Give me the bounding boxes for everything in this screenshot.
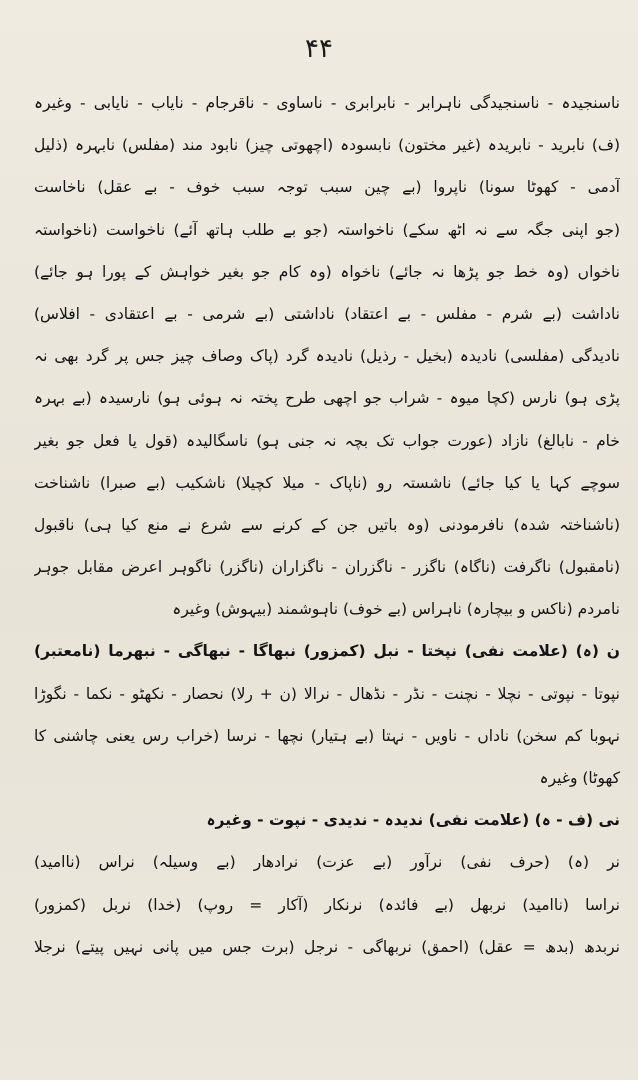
text-line: نپوتا - نپوتی - نچلا - نچنت - نڈر - نڈھال - نرالا (ن + رلا) نحصار - نکھٹو - نکما - نگوڑا xyxy=(34,684,620,703)
text-line: نربدھ (بدھ = عقل) (احمق) نربھاگی - نرجل (برت جس میں پانی نہیں پیتے) نرجلا xyxy=(34,937,620,956)
text-line: (نامقبول) ناگرفت (ناگاہ) ناگزر - ناگزران - ناگزاران (ناگزر) ناگوہر اعرض مقابل جوہر xyxy=(34,558,620,577)
text-line: ناخواں (وہ خط جو پڑھا نہ جائے) ناخواہ (وہ کام جو بغیر خواہش کے پورا ہو جائے) xyxy=(34,262,620,281)
text-line: کھوٹا) وغیرہ xyxy=(539,769,620,787)
text-line: (ناشناختہ شدہ) نافرمودنی (وہ باتیں جن کے کرنے سے شرع نے منع کیا ہی) ناقبول xyxy=(34,515,620,534)
text-line: (ف) نابرید - نابریدہ (غیر مختون) نابسودہ (اچھوتی چیز) نابود مند (مفلس) نابہرہ (ذلیل xyxy=(34,136,620,155)
entry-heading-line: نی (ف - ہ) (علامت نفی) ندیدہ - ندیدی - نپوت - وغیرہ xyxy=(206,811,620,830)
text-line: ناداشت (بے شرم - مفلس - بے اعتقاد) ناداشتی (بے شرمی - بے اعتقادی - افلاس) xyxy=(34,304,620,323)
text-line: (جو اپنی جگہ سے نہ اٹھ سکے) ناخواستہ (جو بے طلب ہاتھ آئے) ناخواست (ناخواستہ xyxy=(34,220,620,239)
page-number: ۴۴ xyxy=(305,34,333,64)
text-line: نہوبا کم سخن) ناداں - ناویں - نہتا (بے ہتیار) نچھا - نرسا (خراب رس یعنی چاشنی کا xyxy=(34,726,620,745)
dictionary-text-block xyxy=(34,82,620,968)
text-line: سوچے کہا یا کیا جائے) ناشستہ رو (ناپاک - میلا کچیلا) ناشکیب (بے صبرا) ناشناخت xyxy=(34,473,620,492)
entry-heading-line: ن (ہ) (علامت نفی) نپختا - نبل (کمزور) نبھاگا - نبھاگی - نبھرما (نامعتبر) xyxy=(34,642,620,661)
text-line: خام - نابالغ) نازاد (عورت جواب تک بچہ نہ جنی ہو) ناسگالیدہ (قول یا فعل جو بغیر xyxy=(34,431,620,450)
text-line: پڑی ہو) نارس (کچا میوہ - شراب جو اچھی طرح پختہ نہ ہوئی ہو) نارسیدہ (بے بہرہ xyxy=(34,389,620,408)
text-line: نامردم (ناکس و بیچارہ) ناہراس (بے خوف) ناہوشمند (بیہوش) وغیرہ xyxy=(172,600,620,619)
text-line: نادیدگی (مفلسی) نادیدہ (بخیل - رذیل) نادیدہ گرد (پاک وصاف چیز جس پر گرد بھی نہ xyxy=(34,347,620,366)
text-line: ناسنجیدہ - ناسنجیدگی ناہرابر - نابرابری - ناساوی - ناقرجام - نایاب - نایابی - وغیرہ xyxy=(34,94,620,112)
text-line: نر (ہ) (حرف نفی) نرآور (بے عزت) نرادھار (بے وسیلہ) نراس (ناامید) xyxy=(34,853,620,872)
text-line: آدمی - کھوٹا سونا) ناپروا (بے چین سبب توجہ سبب خوف - بے عقل) ناخاست xyxy=(34,178,620,197)
text-line: نراسا (ناامید) نربھل (بے فائدہ) نرنکار (آکار = روپ) (خدا) نربل (کمزور) xyxy=(34,895,620,914)
